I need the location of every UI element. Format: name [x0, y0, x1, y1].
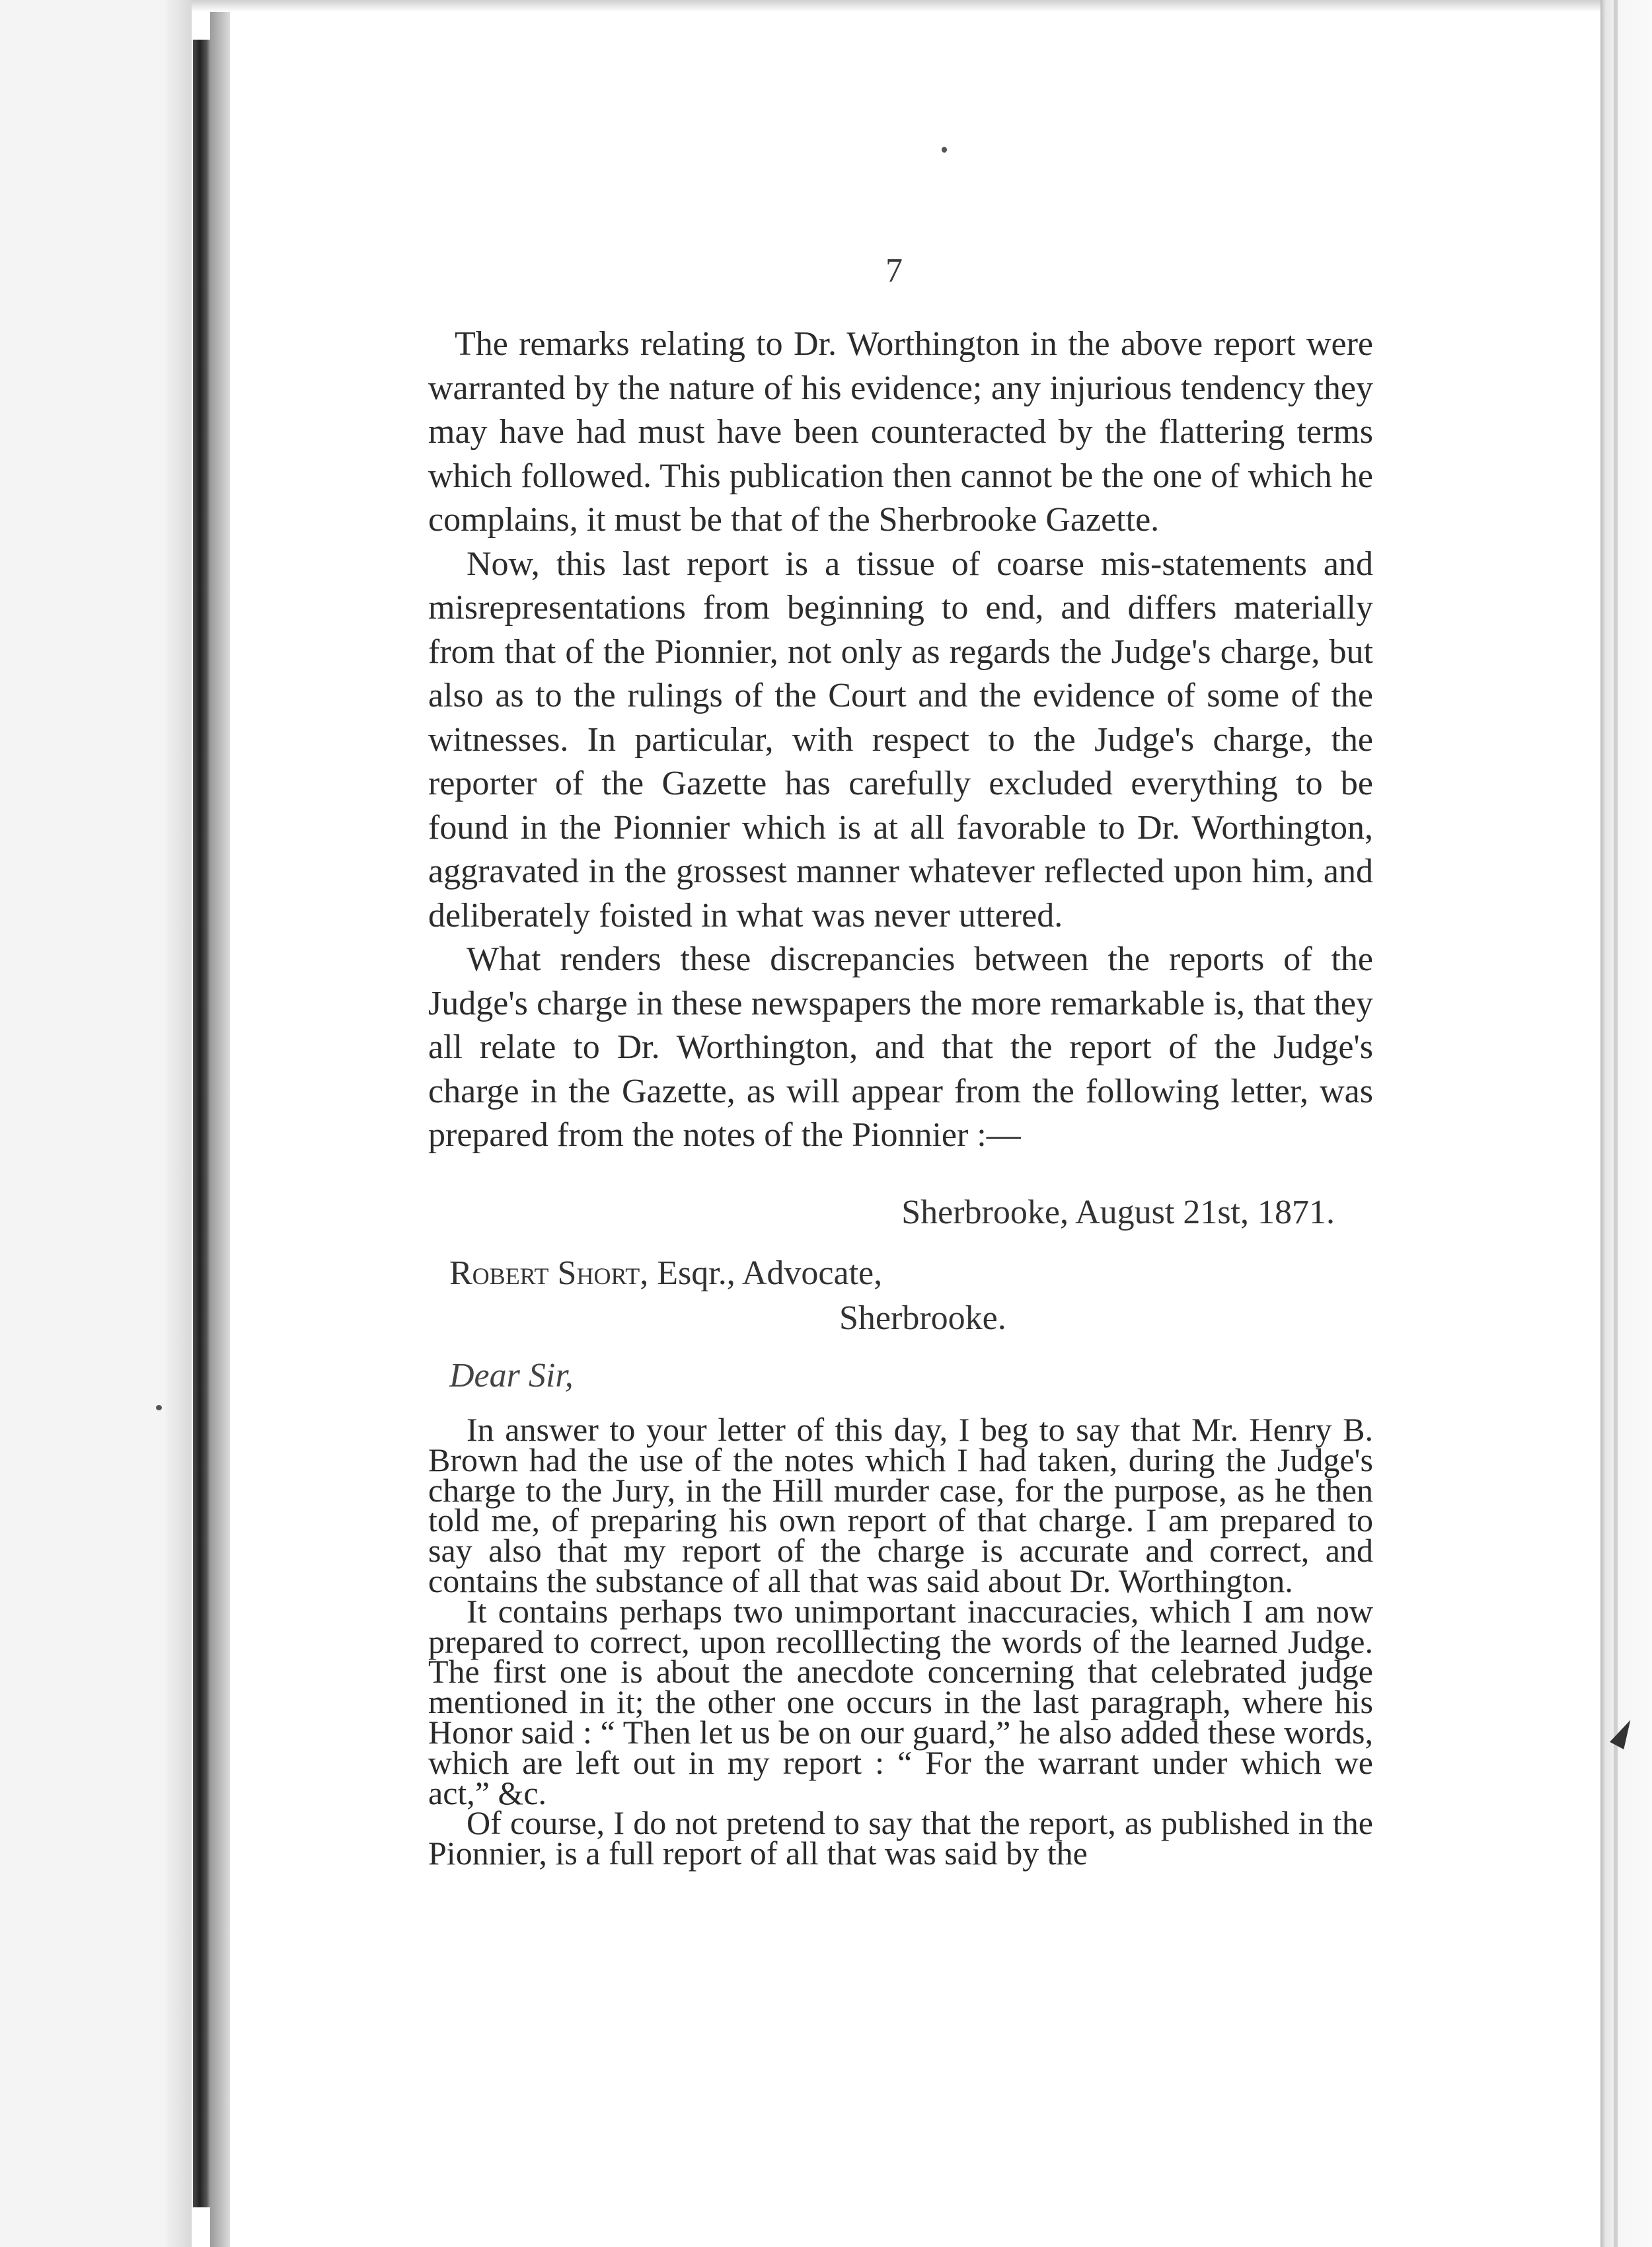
letter-paragraph: Of course, I do not pretend to say that the report, as published in the Pionnier, is a full report of all that was said by the — [428, 1804, 1373, 1872]
addressee-city: Sherbrooke. — [839, 1299, 1006, 1337]
top-page-edge — [192, 0, 1606, 12]
facing-page-shadow — [165, 0, 192, 2247]
addressee-name: Robert Short — [449, 1254, 640, 1292]
book-spine — [193, 40, 210, 2207]
paper-speck — [156, 1405, 162, 1410]
letter-salutation: Dear Sir, — [449, 1357, 574, 1394]
letter-addressee — [449, 1251, 1006, 1341]
gutter-shadow — [210, 0, 230, 2247]
body-paragraph: The remarks relating to Dr. Worthington in the above report were warranted by the nature of his evidence; any injurious tendency they may have had must have been counteracted by the flattering terms which followed. This publication then cannot be the one of which he complains, it must be that of the Sherbrooke Gazette. — [428, 325, 1373, 539]
letter-paragraph: In answer to your letter of this day, I beg to say that Mr. Henry B. Brown had the use of the notes which I had taken, during the Judge's charge to the Jury, in the Hill murder case, for the purpose, as he then told me, of preparing his own report of that charge. I am prepared to say also that my report of the charge is accurate and correct, and contains the substance of all that was said about Dr. Worthington. — [428, 1411, 1373, 1599]
letter-paragraph: It contains perhaps two unimportant inaccuracies, which I am now prepared to correct, upon recolllecting the words of the learned Judge. The first one is about the anecdote concerning that celebrated judge mentioned in it; the other one occurs in the last paragraph, where his Honor said : “ Then let us be on our guard,” he also added these words, which are left out in my report : “ For the warrant under which we act,” &c. — [428, 1592, 1373, 1811]
right-page-edge — [1600, 0, 1652, 2247]
body-text — [428, 323, 1373, 1158]
body-paragraph: Now, this last report is a tissue of coarse mis-statements and misrepresentations from beginning to end, and differs materially from that of the Pionnier, not only as regards the Judge's charge, but also as to the rulings of the Court and the evidence of some of the witnesses. In particular, with respect to the Judge's charge, the reporter of the Gazette has carefully excluded everything to be found in the Pionnier which is at all favorable to Dr. Worthington, aggravated in the grossest manner whatever reflected upon him, and deliberately foisted in what was never uttered. — [428, 545, 1373, 934]
letter-dateline: Sherbrooke, August 21st, 1871. — [901, 1194, 1335, 1231]
facing-page-margin — [0, 0, 192, 2247]
paper-speck — [942, 147, 947, 153]
addressee-title: , Esqr., Advocate, — [640, 1254, 883, 1292]
body-paragraph: What renders these discrepancies between the reports of the Judge's charge in these newspapers the more remarkable is, that they all relate to Dr. Worthington, and that the report of the Judge's charge in the Gazette, as will appear from the following letter, was prepared from the notes of the Pionnier :— — [428, 940, 1373, 1154]
page-number: 7 — [885, 252, 903, 289]
letter-body — [428, 1411, 1373, 1872]
right-page-edge-line — [1614, 0, 1618, 2247]
